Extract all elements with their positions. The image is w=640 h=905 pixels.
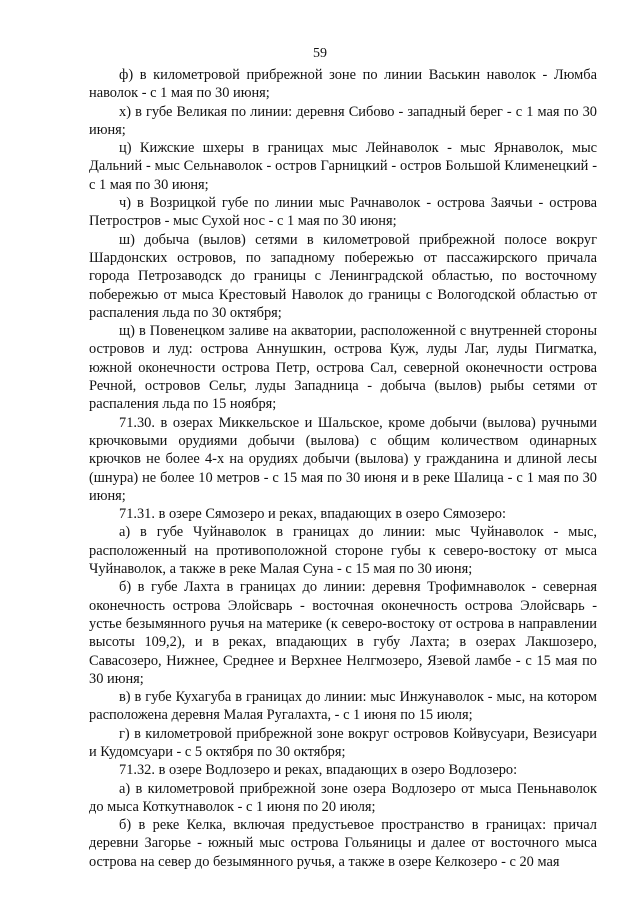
paragraph-kh: х) в губе Великая по линии: деревня Сибово - западный берег - с 1 мая по 30 июня; xyxy=(89,103,597,138)
paragraph-71-31-a: а) в губе Чуйнаволок в границах до линии: мыс Чуйнаволок - мыс, расположенный на противоположной стороне губы к северо-востоку от мыса Чуйнаволок, а также в реке Малая Суна - с 15 мая по 30 июня; xyxy=(89,524,597,578)
paragraph-71-31-b: б) в губе Лахта в границах до линии: деревня Трофимнаволок - северная оконечность острова Элойсварь - восточная оконечность острова Элойсварь - устье безымянного ручья на материке (к северо-востоку от острова в направлении высоты 109,2), и в реках, впадающих в губу Лахта; в озерах Лакшозеро, Савасозеро, Нижнее, Среднее и Верхнее Нелгмозеро, Язевой ламбе - с 15 мая по 30 июня; xyxy=(89,579,597,687)
document-body xyxy=(89,66,597,871)
paragraph-71-32-a: а) в километровой прибрежной зоне озера Водлозеро от мыса Пеньнаволок до мыса Коткутнаволок - с 1 июня по 20 июля; xyxy=(89,780,597,815)
paragraph-sh: ш) добыча (вылов) сетями в километровой прибрежной полосе вокруг Шардонских островов, по западному побережью от пассажирского причала города Петрозаводск до границы с Ленинградской областью, по восточному побережью от мыса Крестовый Наволок до границы с Вологодской областью от распаления льда по 30 октября; xyxy=(89,231,597,321)
paragraph-71-30: 71.30. в озерах Миккельское и Шальское, кроме добычи (вылова) ручными крючковыми орудиями добычи (вылова) с общим количеством одинарных крючков не более 4-х на орудиях добычи (вылова) у гражданина и длиной лесы (шнура) не более 10 метров - с 15 мая по 30 июня и в реке Шалица - с 1 мая по 30 июня; xyxy=(89,414,597,504)
paragraph-71-31-v: в) в губе Кухагуба в границах до линии: мыс Инжунаволок - мыс, на котором расположена деревня Малая Ругалахта, - с 1 июня по 15 июля; xyxy=(89,689,597,724)
paragraph-71-31: 71.31. в озере Сямозеро и реках, впадающих в озеро Сямозеро: xyxy=(119,506,506,523)
paragraph-71-32: 71.32. в озере Водлозеро и реках, впадающих в озеро Водлозеро: xyxy=(119,762,518,779)
paragraph-71-32-b: б) в реке Келка, включая предустьевое пространство в границах: причал деревни Загорье - южный мыс острова Гольяницы и далее от восточного мыса острова на север до безымянного ручья, а также в озере Келкозеро - с 20 мая xyxy=(89,817,597,870)
paragraph-shch: щ) в Повенецком заливе на акватории, расположенной с внутренней стороны островов и луд: острова Аннушкин, острова Куж, луды Лаг, луды Пигматка, южной оконечности острова Петр, острова Сал, северной оконечности острова Речной, островов Сельг, луды Западница - добыча (вылов) рыбы сетями от распаления льда по 15 ноября; xyxy=(89,323,597,413)
paragraph-f: ф) в километровой прибрежной зоне по линии Васькин наволок - Люмба наволок - с 1 мая по 30 июня; xyxy=(89,67,597,102)
page-number: 59 xyxy=(313,46,327,61)
paragraph-ch: ч) в Возрицкой губе по линии мыс Рачнаволок - острова Заячьи - острова Петростров - мыс Сухой нос - с 1 мая по 30 июня; xyxy=(89,195,597,230)
paragraph-ts: ц) Кижские шхеры в границах мыс Лейнаволок - мыс Ярнаволок, мыс Дальний - мыс Сельнаволок - остров Гарницкий - остров Большой Клименецкий - с 1 мая по 30 июня; xyxy=(89,140,597,193)
paragraph-71-31-g: г) в километровой прибрежной зоне вокруг островов Койвусуари, Везисуари и Кудомсуари - с 5 октября по 30 октября; xyxy=(89,725,597,760)
